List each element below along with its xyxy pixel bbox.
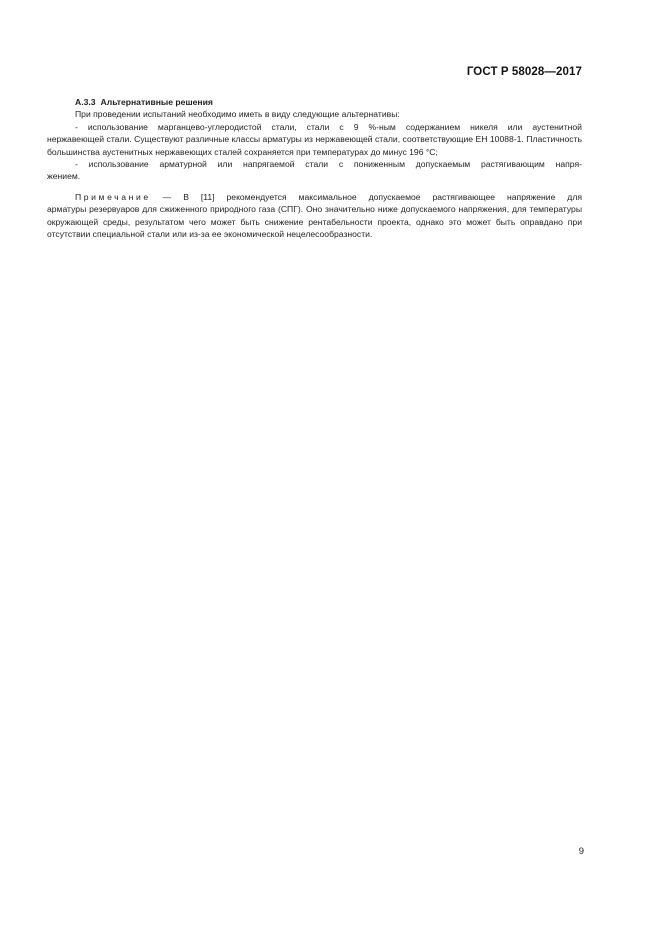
standard-designation: ГОСТ Р 58028—2017	[466, 66, 582, 78]
section-title: Альтернативные решения	[100, 97, 213, 107]
alternative-item-2	[47, 158, 582, 183]
alternative-item-2-rest: жением.	[47, 171, 81, 182]
alternative-item-2-first: - использование арматурной или напрягаемой стали с пониженным допускаемым растягивающим напря-	[75, 159, 582, 170]
note-paragraph	[47, 191, 582, 241]
section-number: А.3.3	[75, 97, 96, 107]
alternative-item-1	[47, 121, 582, 158]
intro-paragraph	[75, 108, 582, 120]
alternative-item-1-first: - использование марганцево-углеродистой стали, стали с 9 %-ным содержанием никеля или аустенитной	[75, 121, 582, 132]
section-heading	[75, 96, 582, 108]
note-first-line	[75, 191, 582, 203]
intro-text: При проведении испытаний необходимо иметь в виду следующие альтернативы:	[75, 109, 400, 120]
document-body	[47, 96, 582, 240]
note-rest: арматуры резервуаров для сжиженного природного газа (СПГ). Оно значительно ниже допускаемого напряжения, для температуры окружающей среды, результатом чего может быть снижение рентабельности проекта, однако это может быть оправдано при отсутствии специальной стали или из-за ее экономической нецелесообразности.	[47, 204, 582, 240]
note-first-text: В [11] рекомендуется максимальное допускаемое растягивающее напряжение для	[183, 191, 582, 202]
note-dash: —	[150, 191, 184, 202]
note-label: Примечание	[75, 191, 151, 202]
alternative-item-1-rest: нержавеющей стали. Существуют различные классы арматуры из нержавеющей стали, соответствующие ЕН 10088-1. Пластичность большинства аустенитных нержавеющих сталей сохраняется при температурах до минус 196 °С;	[47, 134, 582, 157]
page-number: 9	[578, 846, 584, 857]
